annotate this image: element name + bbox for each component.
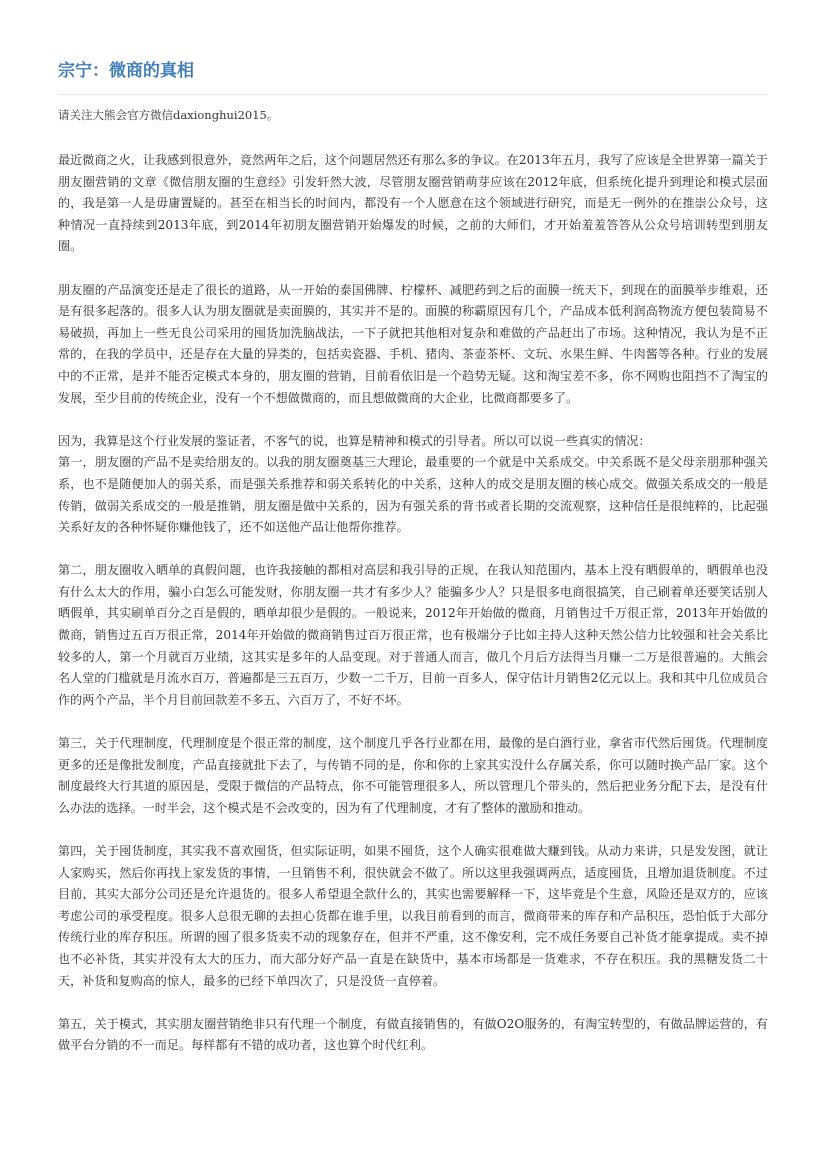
follow-notice: 请关注大熊会官方微信daxionghui2015。 — [58, 108, 279, 122]
paragraph-6: 第四，关于囤货制度，其实我不喜欢囤货，但实际证明，如果不囤货，这个人确实很难做大赚到钱。从动力来讲，只是发发图，就让人家购买，然后你再找上家发货的事情，一旦销售不利，很快就会不做了。所以这里我强调两点，适度囤货，且增加退货制度。不过目前，其实大部分公司还是允许退货的。很多人希望退全款什么的，其实也需要解释一下，这毕竟是个生意，风险还是双方的，应该考虑公司的承受程度。很多人总很无聊的去担心货都在谁手里，以我目前看到的而言，微商带来的库存和产品积压，恐怕低于大部分传统行业的库存积压。所谓的囤了很多货卖不动的现象存在，但并不严重，这不像安利，完不成任务要自己补货才能拿提成。卖不掉也不必补货，其实并没有太大的压力，而大部分好产品一直是在缺货中，基本市场都是一货难求，不存在积压。我的黑糖发货二十天，补货和复购高的惊人，最多的已经下单四次了，只是没货一直停着。 — [58, 844, 768, 988]
article-body — [58, 150, 768, 1057]
paragraph-2: 朋友圈的产品演变还是走了很长的道路，从一开始的泰国佛牌、柠檬杯、减肥药到之后的面膜一统天下，到现在的面膜举步维艰，还是有很多起落的。很多人认为朋友圈就是卖面膜的，其实并不是的。面膜的称霸原因有几个，产品成本低利润高物流方便包装简易不易破损，再加上一些无良公司采用的囤货加洗脑战法，一下子就把其他相对复杂和难做的产品赶出了市场。这种情况，我认为是不正常的，在我的学员中，还是存在大量的异类的，包括卖瓷器、手机、猪肉、茶壶茶杯、文玩、水果生鲜、牛肉酱等各种。行业的发展中的不正常，是并不能否定模式本身的，朋友圈的营销，目前看依旧是一个趋势无疑。这和淘宝差不多，你不网购也阻挡不了淘宝的发展，至少目前的传统企业，没有一个不想做微商的，而且想做微商的大企业，比微商都要多了。 — [58, 282, 768, 405]
document-page — [58, 58, 768, 1079]
paragraph-7: 第五，关于模式，其实朋友圈营销绝非只有代理一个制度，有做直接销售的，有做O2O服务的，有淘宝转型的，有做品牌运营的，有做平台分销的不一而足。每样都有不错的成功者，这也算个时代红利。 — [58, 1016, 768, 1053]
paragraph-3: 因为，我算是这个行业发展的鉴证者，不客气的说，也算是精神和模式的引导者。所以可以说一些真实的情况： 第一，朋友圈的产品不是卖给朋友的。以我的朋友圈奠基三大理论，最重要的一个就是中关系成交。中关系既不是父母亲朋那种强关系，也不是随便加人的弱关系，而是强关系推荐和弱关系转化的中关系，这种人的成交是朋友圈的核心成交。做强关系成交的一般是传销，做弱关系成交的一般是推销，朋友圈是做中关系的，因为有强关系的背书或者长期的交流观察，这种信任是很纯粹的，比起强关系好友的各种怀疑你赚他钱了，还不如送他产品让他帮你推荐。 — [58, 433, 768, 535]
paragraph-5: 第三，关于代理制度，代理制度是个很正常的制度，这个制度几乎各行业都在用，最像的是白酒行业，拿省市代然后囤货。代理制度更多的还是像批发制度，产品直接就批下去了，与传销不同的是，你和你的上家其实没什么存属关系，你可以随时换产品厂家。这个制度最终大行其道的原因是，受限于微信的产品特点，你不可能管理很多人，所以管理几个带头的，然后把业务分配下去，是没有什么办法的选择。一时半会，这个模式是不会改变的，因为有了代理制度，才有了整体的激励和推动。 — [58, 736, 768, 815]
title-divider — [58, 94, 768, 95]
paragraph-1: 最近微商之火，让我感到很意外，竟然两年之后，这个问题居然还有那么多的争议。在2013年五月，我写了应该是全世界第一篇关于朋友圈营销的文章《微信朋友圈的生意经》引发轩然大波，尽管朋友圈营销萌芽应该在2012年底，但系统化提升到理论和模式层面的，我是第一人是毋庸置疑的。甚至在相当长的时间内，都没有一个人愿意在这个领域进行研究，而是无一例外的在推崇公众号，这种情况一直持续到2013年底，到2014年初朋友圈营销开始爆发的时候，之前的大师们，才开始羞羞答答从公众号培训转型到朋友圈。 — [58, 153, 768, 254]
paragraph-4: 第二，朋友圈收入晒单的真假问题，也许我接触的都相对高层和我引导的正规，在我认知范围内，基本上没有晒假单的，晒假单也没有什么太大的作用，骗小白怎么可能发财，你朋友圈一共才有多少人？能骗多少人？只是很多电商很搞笑，自己刷着单还要笑话别人晒假单，其实刷单百分之百是假的，晒单却很少是假的。一般说来，2012年开始做的微商，月销售过千万很正常，2013年开始做的微商，销售过五百万很正常，2014年开始做的微商销售过百万很正常，也有极端分子比如主持人这种天然公信力比较强和社会关系比较多的人，第一个月就百万业绩，这其实是多年的人品变现。对于普通人而言，做几个月后方法得当月赚一二万是很普遍的。大熊会名人堂的门槛就是月流水百万，普遍都是三五百万，少数一二千万，目前一百多人，保守估计月销售2亿元以上。我和其中几位成员合作的两个产品，半个月目前回款差不多五、六百万了，不好不坏。 — [58, 563, 768, 707]
article-title: 宗宁：微商的真相 — [58, 61, 194, 81]
